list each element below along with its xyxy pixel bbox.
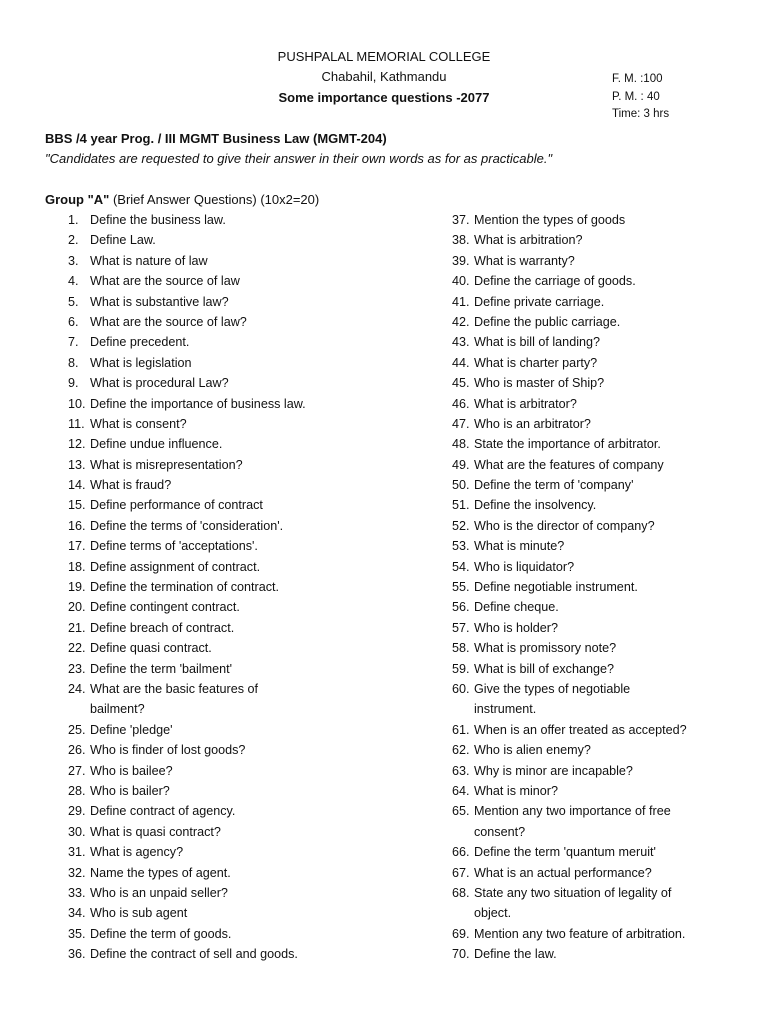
question-text: What is nature of law: [90, 253, 208, 268]
question-text: instrument.: [474, 702, 537, 717]
question-item: [452, 353, 687, 373]
question-number: 27.: [68, 763, 86, 778]
question-text: Define the insolvency.: [474, 498, 597, 513]
question-number: 60.: [452, 681, 470, 696]
question-list-left: [68, 210, 306, 964]
question-text: What is arbitrator?: [474, 396, 577, 411]
question-continuation: [452, 822, 687, 842]
question-number: 29.: [68, 804, 86, 819]
question-item: [452, 577, 687, 597]
question-continuation: [452, 903, 687, 923]
full-marks: F. M. :100: [612, 73, 663, 85]
question-number: 52.: [452, 518, 470, 533]
question-text: Define the terms of 'consideration'.: [90, 518, 284, 533]
question-item: [68, 536, 306, 556]
question-number: 21.: [68, 620, 86, 635]
question-item: [452, 332, 687, 352]
question-text: Define the importance of business law.: [90, 396, 306, 411]
question-text: What is agency?: [90, 845, 184, 860]
question-number: 3.: [68, 253, 79, 268]
question-text: Define the business law.: [90, 213, 226, 227]
question-item: [452, 414, 687, 434]
question-item: [68, 761, 306, 781]
question-number: 16.: [68, 518, 86, 533]
question-item: [68, 516, 306, 536]
question-text: Who is holder?: [474, 620, 558, 635]
question-item: [452, 618, 687, 638]
question-item: [68, 659, 306, 679]
question-number: 59.: [452, 661, 470, 676]
question-text: What is bill of exchange?: [474, 661, 615, 676]
group-detail: (Brief Answer Questions) (10x2=20): [109, 192, 320, 207]
question-item: [452, 597, 687, 617]
question-number: 2.: [68, 233, 79, 248]
question-item: [452, 720, 687, 740]
question-item: [452, 801, 687, 821]
question-number: 12.: [68, 437, 86, 452]
question-text: Define the carriage of goods.: [474, 274, 636, 289]
question-text: What are the source of law: [90, 274, 240, 289]
question-item: [68, 353, 306, 373]
question-text: What is procedural Law?: [90, 376, 229, 391]
question-item: [68, 271, 306, 291]
question-number: 31.: [68, 845, 86, 860]
question-text: What is fraud?: [90, 478, 172, 493]
question-text: Define the term 'bailment': [90, 661, 233, 676]
question-item: [452, 883, 687, 903]
question-number: 39.: [452, 253, 470, 268]
question-number: 66.: [452, 845, 470, 860]
question-item: [68, 822, 306, 842]
question-number: 41.: [452, 294, 470, 309]
question-text: Define the public carriage.: [474, 314, 621, 329]
question-item: [452, 944, 687, 964]
pass-marks: P. M. : 40: [612, 91, 660, 103]
question-text: Who is alien enemy?: [474, 743, 591, 758]
question-number: 4.: [68, 274, 79, 289]
question-item: [452, 659, 687, 679]
question-item: [68, 455, 306, 475]
question-number: 58.: [452, 641, 470, 656]
question-text: Define the law.: [474, 947, 557, 962]
question-number: 5.: [68, 294, 79, 309]
question-text: What is warranty?: [474, 253, 575, 268]
question-item: [68, 312, 306, 332]
question-text: When is an offer treated as accepted?: [474, 722, 687, 737]
question-number: 7.: [68, 335, 79, 350]
question-text: What are the features of company: [474, 457, 664, 472]
question-number: 24.: [68, 681, 86, 696]
question-number: 56.: [452, 600, 470, 615]
question-item: [452, 271, 687, 291]
question-text: Define negotiable instrument.: [474, 580, 638, 595]
question-text: Give the types of negotiable: [474, 681, 631, 696]
question-text: Define assignment of contract.: [90, 559, 261, 574]
question-number: 10.: [68, 396, 86, 411]
question-number: 65.: [452, 804, 470, 819]
question-text: What is minor?: [474, 783, 558, 798]
question-text: Define 'pledge': [90, 722, 173, 737]
question-item: [68, 230, 306, 250]
question-number: 67.: [452, 865, 470, 880]
question-item: [452, 679, 687, 699]
question-item: [68, 842, 306, 862]
question-item: [452, 495, 687, 515]
question-number: 36.: [68, 947, 86, 962]
question-text: Who is sub agent: [90, 906, 188, 921]
question-text: Define private carriage.: [474, 294, 605, 309]
question-text: What is legislation: [90, 355, 192, 370]
question-item: [68, 557, 306, 577]
question-number: 42.: [452, 314, 470, 329]
question-text: Define breach of contract.: [90, 620, 235, 635]
question-number: 28.: [68, 783, 86, 798]
question-item: [68, 944, 306, 964]
question-text: What is substantive law?: [90, 294, 229, 309]
question-item: [68, 292, 306, 312]
question-number: 46.: [452, 396, 470, 411]
question-item: [68, 210, 306, 230]
question-text: What is misrepresentation?: [90, 457, 243, 472]
question-number: 18.: [68, 559, 86, 574]
question-item: [452, 557, 687, 577]
question-item: [452, 251, 687, 271]
question-number: 33.: [68, 885, 86, 900]
question-text: Define precedent.: [90, 335, 190, 350]
question-item: [68, 720, 306, 740]
question-number: 48.: [452, 437, 470, 452]
question-item: [68, 781, 306, 801]
question-number: 26.: [68, 743, 86, 758]
question-text: Name the types of agent.: [90, 865, 231, 880]
question-text: Define the term of 'company': [474, 478, 634, 493]
question-text: Define performance of contract: [90, 498, 263, 513]
question-text: Define cheque.: [474, 600, 559, 615]
question-text: Who is finder of lost goods?: [90, 743, 246, 758]
question-text: What is arbitration?: [474, 233, 583, 248]
question-number: 70.: [452, 947, 470, 962]
question-item: [452, 536, 687, 556]
question-text: Why is minor are incapable?: [474, 763, 633, 778]
group-heading: [45, 192, 319, 207]
question-item: [452, 761, 687, 781]
document-subtitle: Some importance questions -2077: [278, 90, 490, 105]
question-item: [452, 863, 687, 883]
question-item: [452, 434, 687, 454]
question-number: 6.: [68, 314, 79, 329]
question-text: What is quasi contract?: [90, 824, 221, 839]
question-text: Define the termination of contract.: [90, 580, 280, 595]
question-number: 49.: [452, 457, 470, 472]
college-location: Chabahil, Kathmandu: [321, 69, 447, 84]
question-text: Who is the director of company?: [474, 518, 655, 533]
question-text: Who is bailer?: [90, 783, 170, 798]
question-item: [68, 638, 306, 658]
question-text: object.: [474, 906, 512, 921]
question-number: 17.: [68, 539, 86, 554]
question-number: 62.: [452, 743, 470, 758]
question-item: [68, 251, 306, 271]
college-name: PUSHPALAL MEMORIAL COLLEGE: [277, 49, 491, 64]
question-item: [452, 373, 687, 393]
question-item: [452, 312, 687, 332]
question-item: [68, 863, 306, 883]
question-text: State the importance of arbitrator.: [474, 437, 661, 452]
question-item: [68, 740, 306, 760]
question-item: [452, 475, 687, 495]
question-text: consent?: [474, 824, 526, 839]
question-item: [452, 638, 687, 658]
question-item: [68, 394, 306, 414]
question-number: 54.: [452, 559, 470, 574]
question-text: What are the basic features of: [90, 681, 259, 696]
question-item: [68, 903, 306, 923]
question-number: 45.: [452, 376, 470, 391]
question-text: What is minute?: [474, 539, 565, 554]
question-number: 13.: [68, 457, 86, 472]
question-number: 43.: [452, 335, 470, 350]
question-number: 35.: [68, 926, 86, 941]
exam-time: Time: 3 hrs: [612, 108, 670, 120]
question-item: [68, 801, 306, 821]
question-number: 23.: [68, 661, 86, 676]
question-item: [452, 781, 687, 801]
question-number: 69.: [452, 926, 470, 941]
question-item: [68, 679, 306, 699]
question-number: 20.: [68, 600, 86, 615]
question-text: Who is liquidator?: [474, 559, 575, 574]
question-text: What is promissory note?: [474, 641, 617, 656]
question-number: 68.: [452, 885, 470, 900]
question-number: 61.: [452, 722, 470, 737]
question-number: 37.: [452, 213, 470, 227]
question-item: [68, 373, 306, 393]
question-number: 34.: [68, 906, 86, 921]
question-number: 64.: [452, 783, 470, 798]
question-text: bailment?: [90, 702, 145, 717]
question-number: 63.: [452, 763, 470, 778]
question-item: [452, 292, 687, 312]
question-text: Mention any two importance of free: [474, 804, 671, 819]
question-item: [68, 597, 306, 617]
question-number: 38.: [452, 233, 470, 248]
question-number: 15.: [68, 498, 86, 513]
question-number: 32.: [68, 865, 86, 880]
question-item: [68, 434, 306, 454]
question-text: State any two situation of legality of: [474, 885, 672, 900]
question-number: 19.: [68, 580, 86, 595]
question-text: Define the contract of sell and goods.: [90, 947, 298, 962]
question-number: 14.: [68, 478, 86, 493]
group-label: Group "A": [45, 192, 110, 207]
question-item: [68, 577, 306, 597]
question-text: Mention the types of goods: [474, 213, 626, 227]
question-item: [68, 414, 306, 434]
question-continuation: [68, 699, 306, 719]
question-item: [452, 230, 687, 250]
question-continuation: [452, 699, 687, 719]
question-number: 50.: [452, 478, 470, 493]
question-text: Define quasi contract.: [90, 641, 212, 656]
question-list-right: [452, 210, 687, 964]
question-item: [68, 618, 306, 638]
question-text: Who is an unpaid seller?: [90, 885, 228, 900]
question-text: What is consent?: [90, 416, 187, 431]
question-number: 30.: [68, 824, 86, 839]
question-item: [452, 924, 687, 944]
question-text: Define contract of agency.: [90, 804, 236, 819]
question-text: What are the source of law?: [90, 314, 247, 329]
question-number: 9.: [68, 376, 79, 391]
question-number: 57.: [452, 620, 470, 635]
question-text: Define terms of 'acceptations'.: [90, 539, 258, 554]
question-text: Define Law.: [90, 233, 156, 248]
question-number: 51.: [452, 498, 470, 513]
question-number: 8.: [68, 355, 79, 370]
question-item: [452, 394, 687, 414]
question-item: [68, 495, 306, 515]
question-number: 40.: [452, 274, 470, 289]
question-text: What is charter party?: [474, 355, 598, 370]
instructions-note: "Candidates are requested to give their answer in their own words as for as practicable.": [45, 151, 553, 166]
question-number: 44.: [452, 355, 470, 370]
question-item: [452, 210, 687, 230]
question-text: Define the term of goods.: [90, 926, 232, 941]
question-text: What is an actual performance?: [474, 865, 652, 880]
question-number: 1.: [68, 213, 79, 227]
question-number: 11.: [68, 416, 85, 431]
question-item: [68, 475, 306, 495]
question-number: 22.: [68, 641, 86, 656]
question-item: [452, 516, 687, 536]
question-number: 55.: [452, 580, 470, 595]
question-item: [452, 740, 687, 760]
question-text: Who is master of Ship?: [474, 376, 605, 391]
question-text: Define contingent contract.: [90, 600, 240, 615]
question-text: Mention any two feature of arbitration.: [474, 926, 686, 941]
question-text: Define the term 'quantum meruit': [474, 845, 656, 860]
question-item: [68, 883, 306, 903]
question-number: 53.: [452, 539, 470, 554]
course-title: BBS /4 year Prog. / III MGMT Business Law (MGMT-204): [45, 131, 387, 146]
question-number: 47.: [452, 416, 470, 431]
question-item: [452, 842, 687, 862]
question-number: 25.: [68, 722, 86, 737]
question-item: [68, 332, 306, 352]
question-text: What is bill of landing?: [474, 335, 601, 350]
question-item: [68, 924, 306, 944]
question-text: Who is an arbitrator?: [474, 416, 591, 431]
question-text: Define undue influence.: [90, 437, 223, 452]
question-item: [452, 455, 687, 475]
question-text: Who is bailee?: [90, 763, 173, 778]
